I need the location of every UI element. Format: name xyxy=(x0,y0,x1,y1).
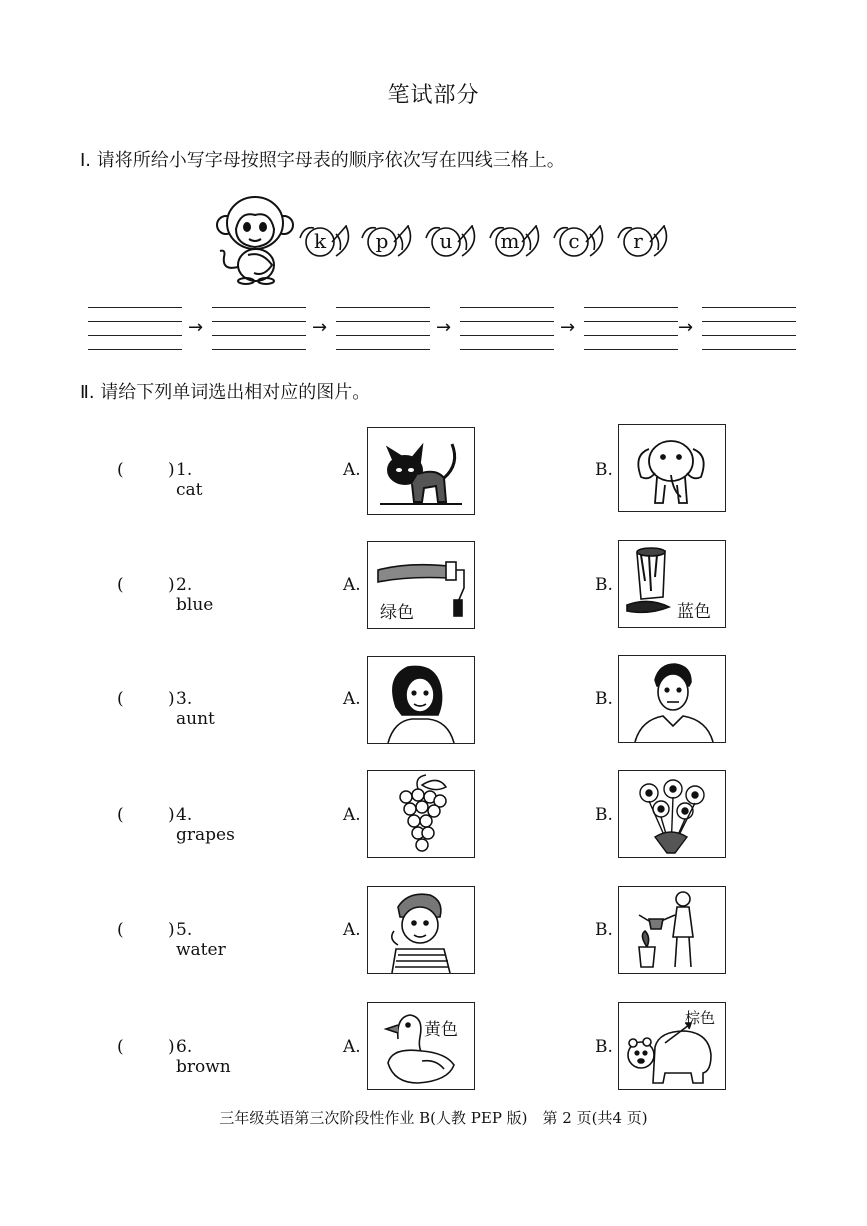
flowers-icon[interactable] xyxy=(618,770,726,858)
option-b-label: B. xyxy=(595,805,613,825)
answer-paren-right: ) xyxy=(168,460,175,480)
answer-paren-left[interactable]: ( xyxy=(117,805,124,825)
leaf-letter-6 xyxy=(614,220,672,264)
leaf-letter-1 xyxy=(296,220,354,264)
duck-icon[interactable] xyxy=(367,1002,475,1090)
arrow-4: → xyxy=(560,317,576,338)
answer-paren-right: ) xyxy=(168,575,175,595)
paint-bucket-icon[interactable] xyxy=(618,540,726,628)
option-b-label: B. xyxy=(595,1037,613,1057)
page-footer: 三年级英语第三次阶段性作业 B(人教 PEP 版) 第 2 页(共4 页) xyxy=(219,1109,648,1127)
writing-lines-5[interactable] xyxy=(584,305,678,353)
option-b-label: B. xyxy=(595,920,613,940)
option-a-label: A. xyxy=(343,689,361,709)
option-b-label: B. xyxy=(595,460,613,480)
arrow-5: → xyxy=(678,317,694,338)
letter: k xyxy=(313,229,327,253)
answer-paren-left[interactable]: ( xyxy=(117,689,124,709)
option-a-label: A. xyxy=(343,805,361,825)
monkey-icon xyxy=(214,193,296,285)
option-b-label: B. xyxy=(595,689,613,709)
section-1-heading: Ⅰ. 请将所给小写字母按照字母表的顺序依次写在四线三格上。 xyxy=(80,150,565,171)
watering-plant-icon[interactable] xyxy=(618,886,726,974)
man-icon[interactable] xyxy=(618,655,726,743)
letter: c xyxy=(568,229,580,253)
option-a-label: A. xyxy=(343,920,361,940)
answer-paren-left[interactable]: ( xyxy=(117,460,124,480)
question-word: 4. grapes xyxy=(176,805,235,845)
arrow-2: → xyxy=(312,317,328,338)
answer-paren-right: ) xyxy=(168,805,175,825)
leaf-letter-5 xyxy=(550,220,608,264)
caption-a: 黄色 xyxy=(424,1020,458,1040)
elephant-icon[interactable] xyxy=(618,424,726,512)
section-2-heading: Ⅱ. 请给下列单词选出相对应的图片。 xyxy=(80,382,371,403)
arrow-1: → xyxy=(188,317,204,338)
bear-icon[interactable] xyxy=(618,1002,726,1090)
writing-lines-row xyxy=(88,305,798,357)
letter: u xyxy=(439,229,453,253)
option-a-label: A. xyxy=(343,460,361,480)
letter: m xyxy=(500,229,520,253)
paint-roller-icon[interactable] xyxy=(367,541,475,629)
page-title: 笔试部分 xyxy=(387,83,480,108)
woman-icon[interactable] xyxy=(367,656,475,744)
arrow-3: → xyxy=(436,317,452,338)
caption-b: 蓝色 xyxy=(677,602,711,622)
question-word: 3. aunt xyxy=(176,689,215,729)
leaf-letter-3 xyxy=(422,220,480,264)
leaf-letter-2 xyxy=(358,220,416,264)
question-word: 6. brown xyxy=(176,1037,231,1077)
writing-lines-2[interactable] xyxy=(212,305,306,353)
option-b-label: B. xyxy=(595,575,613,595)
letter-leaves xyxy=(296,220,676,270)
answer-paren-right: ) xyxy=(168,920,175,940)
option-a-label: A. xyxy=(343,1037,361,1057)
caption-b: 棕色 xyxy=(685,1009,716,1027)
answer-paren-left[interactable]: ( xyxy=(117,575,124,595)
answer-paren-right: ) xyxy=(168,1037,175,1057)
answer-paren-right: ) xyxy=(168,689,175,709)
writing-lines-4[interactable] xyxy=(460,305,554,353)
grapes-icon[interactable] xyxy=(367,770,475,858)
question-word: 1. cat xyxy=(176,460,203,500)
answer-paren-left[interactable]: ( xyxy=(117,1037,124,1057)
writing-lines-6[interactable] xyxy=(702,305,796,353)
writing-lines-3[interactable] xyxy=(336,305,430,353)
option-a-label: A. xyxy=(343,575,361,595)
letter: r xyxy=(633,229,643,253)
letter: p xyxy=(375,229,389,253)
question-word: 5. water xyxy=(176,920,226,960)
leaf-letter-4 xyxy=(486,220,544,264)
caption-a: 绿色 xyxy=(380,603,414,623)
cat-icon[interactable] xyxy=(367,427,475,515)
question-word: 2. blue xyxy=(176,575,214,615)
boy-icon[interactable] xyxy=(367,886,475,974)
answer-paren-left[interactable]: ( xyxy=(117,920,124,940)
writing-lines-1[interactable] xyxy=(88,305,182,353)
